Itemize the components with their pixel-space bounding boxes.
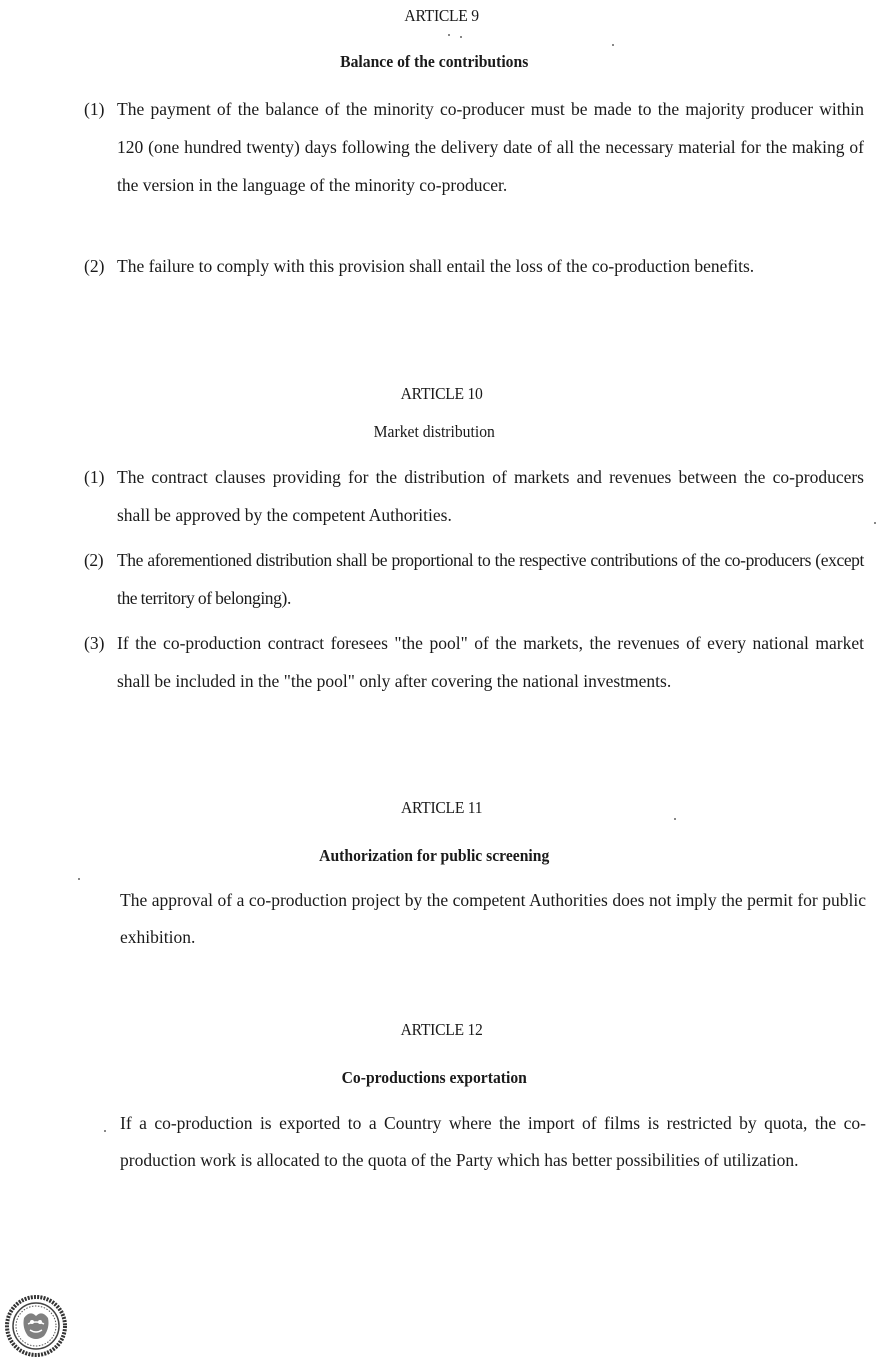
article-heading: ARTICLE 10 — [400, 384, 483, 403]
article-heading: ARTICLE 11 — [400, 798, 483, 817]
scan-speck — [448, 34, 450, 36]
article-heading: ARTICLE 12 — [400, 1020, 483, 1039]
clause — [84, 90, 864, 204]
article-heading: ARTICLE 9 — [404, 6, 479, 25]
clause-number: (2) — [84, 256, 105, 276]
clause — [84, 458, 864, 534]
article-title: Market distribution — [373, 422, 495, 441]
scan-speck — [612, 44, 614, 46]
article-paragraph: If a co-production is exported to a Country where the import of films is restricted by quota, the co-production work is allocated to the quota of the Party which has better possibilities of utilization. — [120, 1113, 866, 1170]
scan-speck — [104, 1130, 106, 1132]
clause-text: The aforementioned distribution shall be proportional to the respective contributions of the co-producers (except the territory of belonging). — [117, 550, 864, 608]
clause-text: The contract clauses providing for the distribution of markets and revenues between the co-producers shall be approved by the competent Authorities. — [117, 467, 864, 525]
scan-speck — [460, 36, 462, 38]
clause — [84, 541, 864, 617]
article-paragraph: The approval of a co-production project by the competent Authorities does not imply the permit for public exhibition. — [120, 890, 866, 947]
clause — [84, 247, 864, 285]
clause-number: (3) — [84, 633, 105, 653]
clause-number: (1) — [84, 467, 105, 487]
official-seal-icon — [4, 1294, 68, 1358]
scan-speck — [874, 522, 876, 524]
clause-number: (2) — [84, 550, 104, 570]
clause — [84, 624, 864, 700]
article-title: Balance of the contributions — [340, 52, 529, 71]
article-title: Co-productions exportation — [341, 1068, 527, 1087]
article-title: Authorization for public screening — [319, 846, 550, 865]
clause-number: (1) — [84, 99, 105, 119]
clause-text: The payment of the balance of the minority co-producer must be made to the majority producer within 120 (one hundred twenty) days following the delivery date of all the necessary material for the making of the version in the language of the minority co-producer. — [117, 99, 864, 195]
clause-text: The failure to comply with this provision shall entail the loss of the co-production benefits. — [117, 256, 755, 276]
scan-speck — [78, 878, 80, 880]
clause-text: If the co-production contract foresees "the pool" of the markets, the revenues of every national market shall be included in the "the pool" only after covering the national investments. — [117, 633, 864, 691]
scan-speck — [674, 818, 676, 820]
